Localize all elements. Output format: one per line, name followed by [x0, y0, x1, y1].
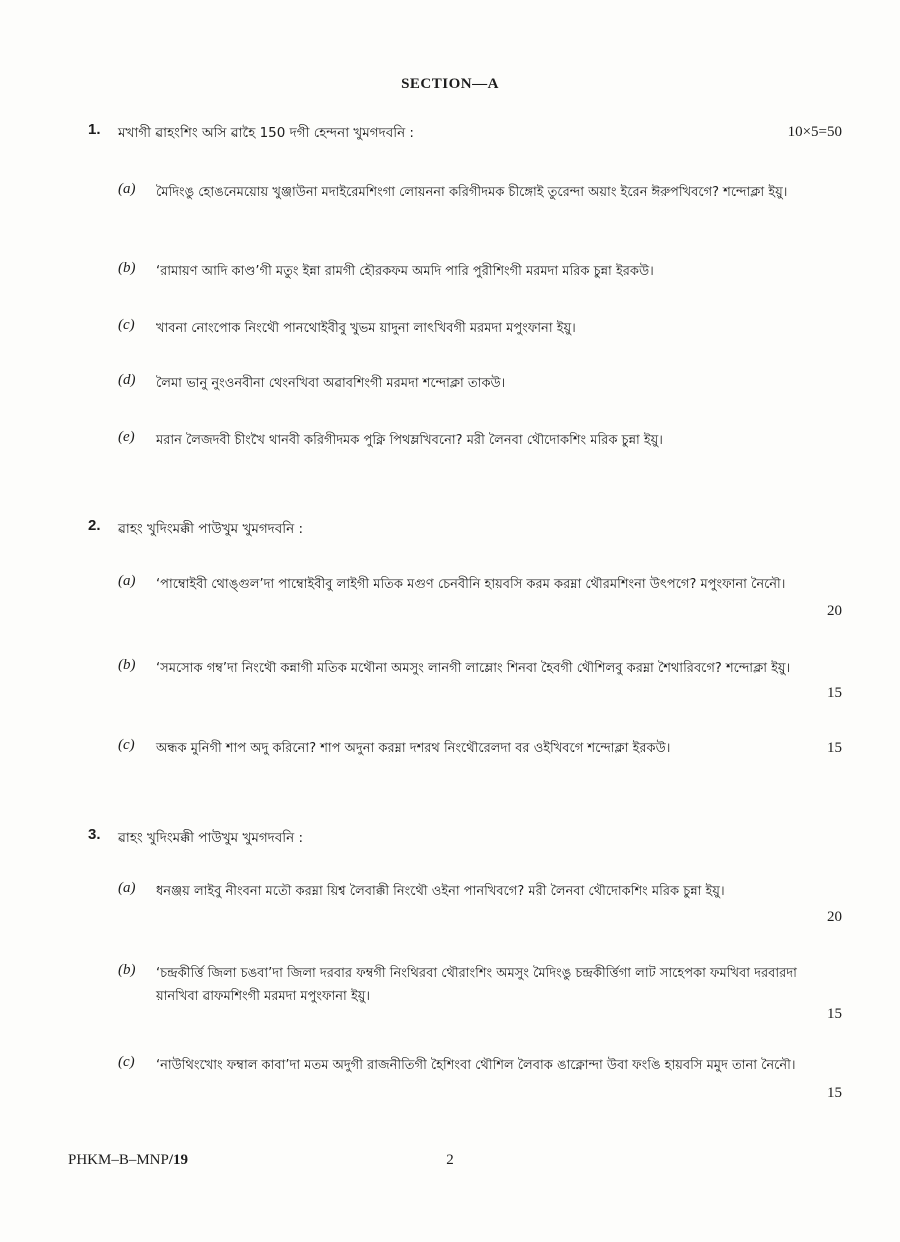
part-text: ‘সমসোক গম্ব’দা নিংথৌ কন্নাগী মতিক মথৌনা অমসুং লানগী লাম্লোং শিনবা হৈবগী থৌশিলবু করম্না শৈথারিবগে? শন্দোক্লা ইয়ু। — [156, 661, 791, 676]
part-marks: 15 — [827, 1006, 842, 1022]
part-text: মৈদিংঙু হোঙনেময়োয় খুঞ্জাউনা মদাইরেমশিংগা লোয়ননা করিগীদমক চীঙ্গোই তুরেন্দা অয়াং ইরেন ঈরুপখিবগে? শন্দোক্লা ইয়ু। — [156, 185, 788, 200]
question-instruction: মখাগী ৱাহংশিং অসি ৱাহৈ 150 দগী হেন্দনা খুমগদবনি : — [118, 125, 414, 141]
section-title: SECTION—A — [401, 76, 499, 92]
question-number: 3. — [88, 826, 101, 843]
question-number: 2. — [88, 517, 101, 534]
question-instruction: ৱাহং খুদিংমক্কী পাউখুম খুমগদবনি : — [118, 521, 304, 537]
part-label: (e) — [118, 429, 135, 445]
question-instruction: ৱাহং খুদিংমক্কী পাউখুম খুমগদবনি : — [118, 830, 304, 846]
part-marks: 20 — [827, 909, 842, 925]
part-marks: 15 — [827, 685, 842, 701]
part-marks: 20 — [827, 603, 842, 619]
part-label: (b) — [118, 260, 136, 276]
part-label: (b) — [118, 962, 136, 978]
part-label: (d) — [118, 372, 136, 388]
part-marks: 15 — [827, 1085, 842, 1101]
part-label: (c) — [118, 1054, 135, 1070]
part-label: (b) — [118, 657, 136, 673]
part-text: ‘পাম্বোইবী থোঙ্গুল’দা পাম্বোইবীবু লাইগী মতিক মগুণ চেনবীনি হায়বসি করম করম্না থৌরমশিংনা উৎপগে? মপুংফানা নৈনৌ। — [156, 577, 786, 592]
part-text: ‘নাউথিংখোং ফম্বাল কাবা’দা মতম অদুগী রাজনীতিগী হৈশিংবা থৌশিল লৈবাক ঙাক্নোন্দা উবা ফংঙি হায়বসি মমুদ তানা নৈনৌ। — [156, 1058, 796, 1073]
question-marks: 10×5=50 — [787, 124, 842, 140]
part-text: অন্ধক মুনিগী শাপ অদু করিনো? শাপ অদুনা করম্না দশরথ নিংথৌরেলদা বর ওইখিবগে শন্দোক্লা ইরকউ। — [156, 741, 671, 756]
part-label: (c) — [118, 737, 135, 753]
part-label: (a) — [118, 573, 136, 589]
question-number: 1. — [88, 121, 101, 138]
part-text: ‘চন্দ্রকীর্ত্তি জিলা চঙবা’দা জিলা দরবার ফম্বগী নিংথিরবা থৌরাংশিং অমসুং মৈদিংঙু চন্দ্রকীর্ত্তিগা লাট সাহেপকা ফমখিবা দরবারদা য়ানখিবা ৱাফমশিংগী মরমদা মপুংফানা ইয়ু। — [156, 966, 797, 1004]
part-label: (c) — [118, 317, 135, 333]
part-text: ‘রামায়ণ আদি কাণ্ড’গী মতুং ইন্না রামগী হৌরকফম অমদি পারি পুরীশিংগী মরমদা মরিক চুন্না ইরকউ। — [156, 264, 654, 279]
part-text: লৈমা ভানু নুংওনবীনা থেংনখিবা অৱাবশিংগী মরমদা শন্দোক্লা তাকউ। — [156, 376, 506, 391]
part-label: (a) — [118, 181, 136, 197]
paper-code-suffix: /19 — [168, 1152, 189, 1168]
part-text: ধনঞ্জয় লাইবু নীংবনা মতৌ করম্না য়িশ্ব লৈবাক্কী নিংথৌ ওইনা পানখিবগে? মরী লৈনবা থৌদোকশিং মরিক চুন্না ইয়ু। — [156, 884, 725, 899]
paper-code-text: PHKM–B–MNP — [68, 1152, 169, 1168]
part-label: (a) — [118, 880, 136, 896]
page-number: 2 — [446, 1152, 454, 1168]
part-text: মরান লৈজদবী চীংখৈ থানবী করিগীদমক পুক্নি পিথম্লখিবনো? মরী লৈনবা থৌদোকশিং মরিক চুন্না ইয়ু। — [156, 433, 663, 448]
part-marks: 15 — [827, 740, 842, 756]
part-text: খাবনা নোংপোক নিংথৌ পানথোইবীবু খুভম য়াদুনা লাৎখিবগী মরমদা মপুংফানা ইয়ু। — [156, 321, 576, 336]
